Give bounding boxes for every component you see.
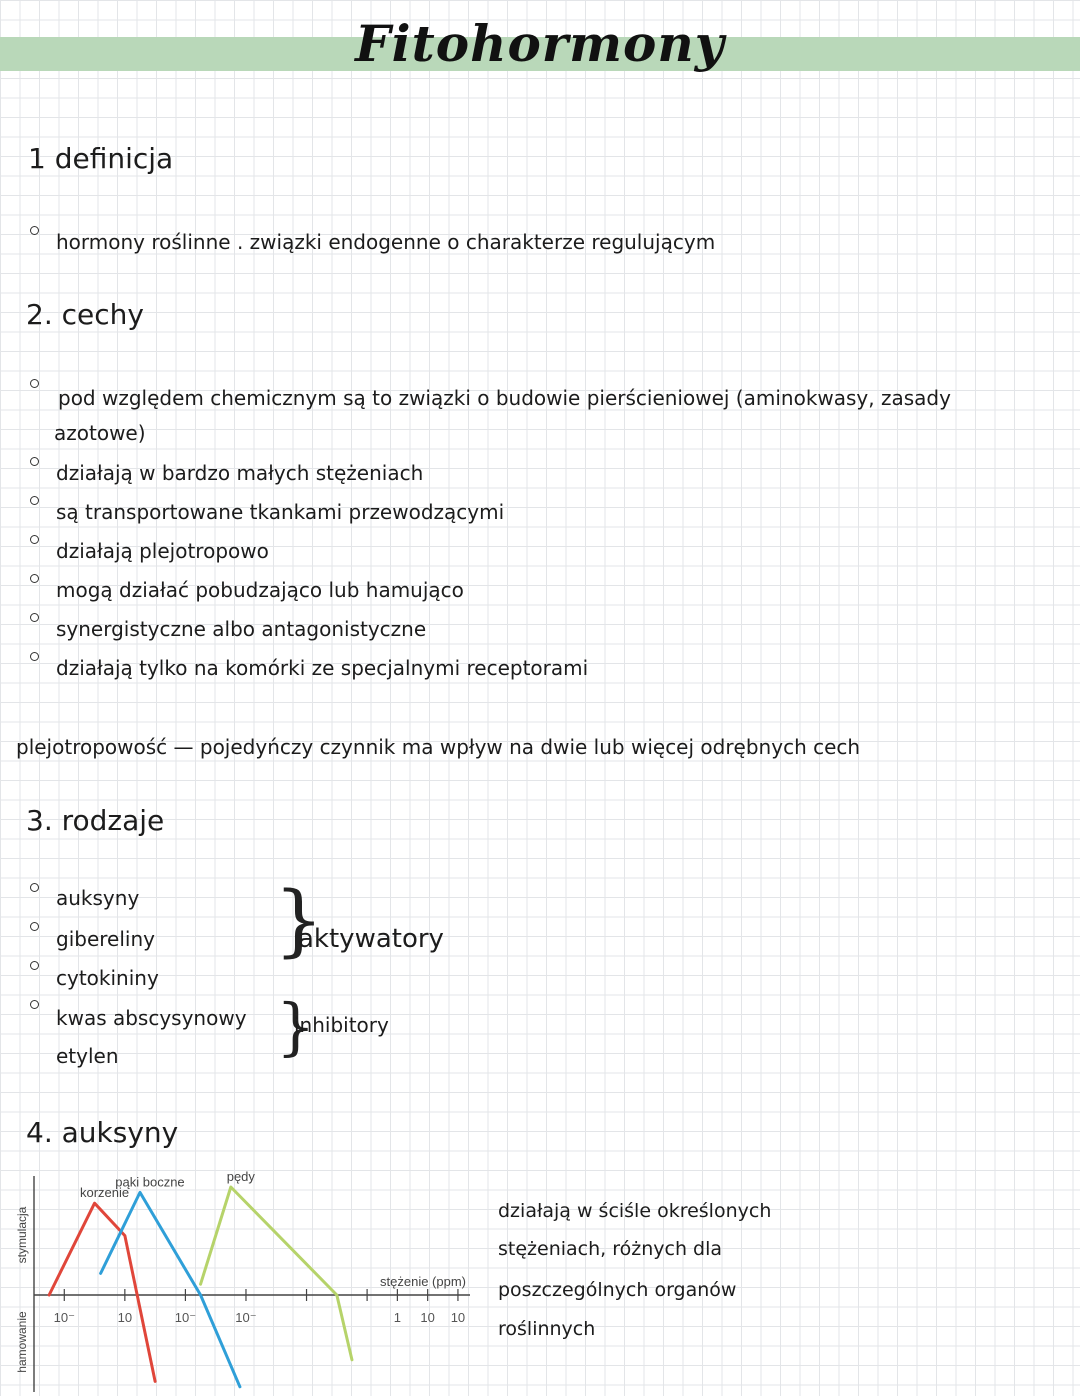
auxin-note-line: poszczególnych organów: [498, 1279, 737, 1301]
series-line-korzenie: [49, 1203, 155, 1381]
feature-item: mogą działać pobudzająco lub hamująco: [56, 578, 464, 602]
section-heading-definicja: 1 definicja: [28, 142, 174, 175]
series-line-pędy: [201, 1187, 352, 1360]
x-tick-label: 10⁻: [235, 1310, 257, 1325]
definition-text: hormony roślinne . związki endogenne o charakterze regulującym: [56, 230, 716, 254]
hormone-type-item: cytokininy: [56, 966, 159, 990]
x-tick-label: 10⁻: [53, 1310, 75, 1325]
bullet-icon: [30, 226, 39, 235]
auxin-response-chart: [10, 1170, 480, 1394]
auxin-note-line: działają w ściśle określonych: [498, 1200, 772, 1222]
hormone-type-item: etylen: [56, 1044, 119, 1068]
x-tick-label: 1: [393, 1310, 401, 1325]
inhibitors-brace-icon: }: [276, 990, 316, 1063]
bullet-icon: [30, 652, 39, 661]
feature-item: synergistyczne albo antagonistyczne: [56, 617, 427, 641]
bullet-icon: [30, 496, 39, 505]
feature-item: działają tylko na komórki ze specjalnymi receptorami: [56, 656, 589, 680]
hormone-type-item: auksyny: [56, 886, 140, 910]
bullet-icon: [30, 457, 39, 466]
hormone-type-item: kwas abscysynowy: [56, 1006, 247, 1030]
series-label: pędy: [226, 1170, 255, 1184]
section-heading-rodzaje: 3. rodzaje: [26, 804, 165, 837]
series-label: korzenie: [79, 1185, 130, 1201]
feature-item: działają w bardzo małych stężeniach: [56, 461, 424, 485]
bullet-icon: [30, 922, 39, 931]
auxin-note-line: roślinnych: [498, 1318, 596, 1340]
bullet-icon: [30, 883, 39, 892]
x-tick-label: 10: [117, 1310, 133, 1325]
definition-text: pojedyńczy czynnik ma wpływ na dwie lub więcej odrębnych cech: [199, 735, 861, 759]
hormone-type-item: gibereliny: [56, 927, 155, 951]
auxin-note-line: stężeniach, różnych dla: [498, 1238, 723, 1260]
x-axis-label: stężenie (ppm): [380, 1274, 466, 1289]
feature-item: pod względem chemicznym są to związki o budowie pierścieniowej (aminokwasy, zasady: [58, 386, 951, 410]
definition-term: plejotropowość: [16, 735, 168, 759]
bullet-icon: [30, 613, 39, 622]
section-heading-cechy: 2. cechy: [26, 298, 144, 331]
bullet-icon: [30, 1000, 39, 1009]
bullet-icon: [30, 961, 39, 970]
feature-item: są transportowane tkankami przewodzącymi: [56, 500, 505, 524]
y-label-stimulation: stymulacja: [15, 1206, 29, 1264]
x-tick-label: 10⁻: [174, 1310, 197, 1325]
bullet-icon: [30, 379, 39, 388]
series-label: pąki boczne: [115, 1174, 185, 1190]
bullet-icon: [30, 574, 39, 583]
section-heading-auksyny: 4. auksyny: [26, 1116, 179, 1149]
group-label-activators: aktywatory: [298, 924, 444, 954]
activators-brace-icon: }: [274, 876, 324, 966]
x-tick-label: 10: [420, 1310, 435, 1325]
feature-item-continuation: azotowe): [54, 421, 146, 445]
bullet-icon: [30, 535, 39, 544]
group-label-inhibitors: inhibitory: [294, 1013, 389, 1037]
feature-item: działają plejotropowo: [56, 539, 269, 563]
page-title: Fitohormony: [355, 14, 725, 73]
plejotropowosc-definition: [16, 735, 860, 759]
y-label-inhibition: hamowanie: [15, 1311, 29, 1373]
definition-dash: —: [173, 735, 200, 759]
x-tick-label: 10: [450, 1310, 466, 1325]
